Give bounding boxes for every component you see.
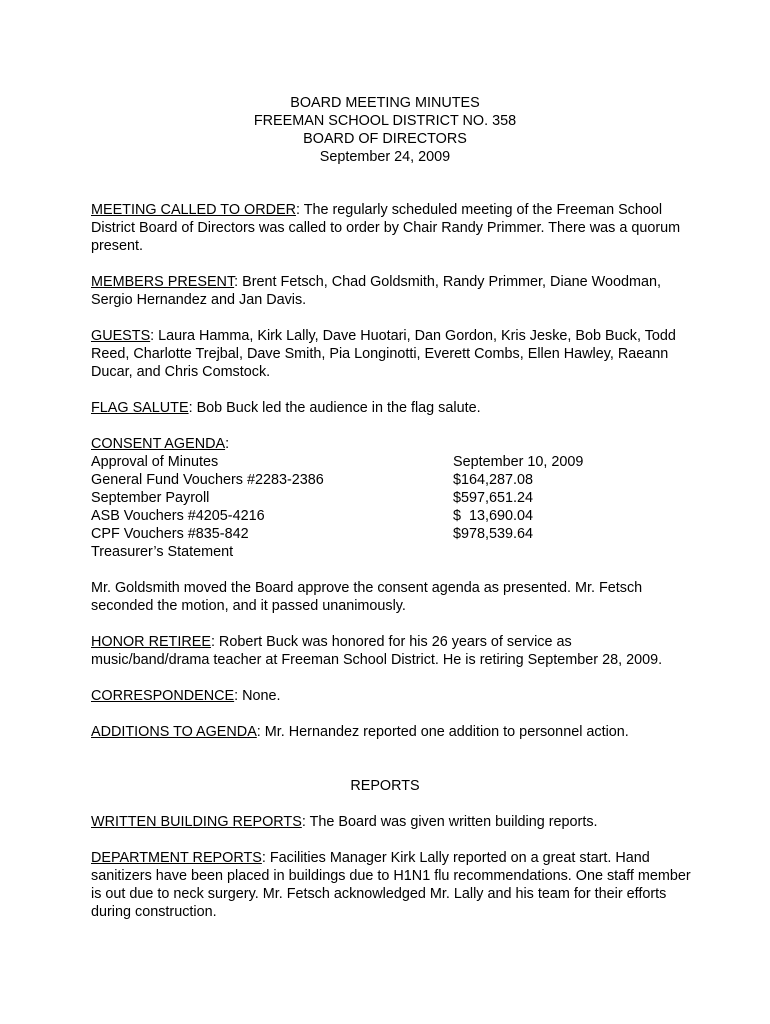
consent-item — [91, 507, 691, 525]
consent-item-value: $597,651.24 — [453, 490, 534, 506]
section-label: ADDITIONS TO AGENDA — [91, 724, 257, 740]
consent-item — [91, 471, 691, 489]
section-text: : Bob Buck led the audience in the flag salute. — [188, 400, 481, 416]
section-label: WRITTEN BUILDING REPORTS — [91, 814, 302, 830]
section-additions — [91, 723, 691, 741]
consent-item-name: CPF Vouchers #835-842 — [91, 526, 249, 542]
section-text: : Facilities Manager Kirk Lally reported on a great start. Hand sanitizers have been placed in buildings due to H1N1 flu recommendations. One staff member is out due to neck surgery. Mr. Fetsch acknowledged Mr. Lally and his team for their efforts during construction. — [91, 850, 691, 920]
section-text: : Brent Fetsch, Chad Goldsmith, Randy Primmer, Diane Woodman, Sergio Hernandez and Jan Davis. — [91, 274, 661, 308]
consent-item — [91, 525, 691, 543]
section-text: : Laura Hamma, Kirk Lally, Dave Huotari, Dan Gordon, Kris Jeske, Bob Buck, Todd Reed, Charlotte Trejbal, Dave Smith, Pia Longinotti, Everett Combs, Ellen Hawley, Raeann Ducar, and Chris Comstock. — [91, 328, 676, 380]
section-written-reports — [91, 813, 691, 831]
consent-item — [91, 453, 691, 471]
section-text: : Robert Buck was honored for his 26 years of service as music/band/drama teacher at Freeman School District. He is retiring September 28, 2009. — [91, 634, 663, 668]
section-text: : None. — [234, 688, 281, 704]
document-header — [0, 94, 770, 166]
consent-item-name: General Fund Vouchers #2283-2386 — [91, 472, 324, 488]
section-text: : The Board was given written building reports. — [301, 814, 598, 830]
section-department-reports — [91, 849, 691, 921]
header-title: BOARD MEETING MINUTES — [290, 95, 480, 111]
section-members-present — [91, 273, 691, 309]
section-call-to-order — [91, 201, 691, 255]
consent-item — [91, 543, 691, 561]
header-date: September 24, 2009 — [319, 149, 451, 165]
section-text: : Mr. Hernandez reported one addition to personnel action. — [256, 724, 629, 740]
consent-item-value: September 10, 2009 — [453, 454, 584, 470]
section-suffix: : — [225, 436, 230, 452]
reports-heading: REPORTS — [350, 778, 420, 794]
consent-item-value: $ 13,690.04 — [453, 508, 534, 524]
section-flag-salute — [91, 399, 691, 417]
section-label: MEETING CALLED TO ORDER — [91, 202, 296, 218]
section-guests — [91, 327, 691, 381]
consent-item-name: September Payroll — [91, 490, 210, 506]
minutes-body — [91, 201, 691, 939]
section-label: GUESTS — [91, 328, 151, 344]
consent-item — [91, 489, 691, 507]
consent-item-value: $978,539.64 — [453, 526, 534, 542]
consent-item-name: ASB Vouchers #4205-4216 — [91, 508, 265, 524]
section-text: : The regularly scheduled meeting of the Freeman School District Board of Directors was called to order by Chair Randy Primmer. There was a quorum present. — [91, 202, 681, 254]
section-label: MEMBERS PRESENT — [91, 274, 235, 290]
section-honor-retiree — [91, 633, 691, 669]
section-label: DEPARTMENT REPORTS — [91, 850, 262, 866]
header-board: BOARD OF DIRECTORS — [303, 131, 467, 147]
consent-item-name: Approval of Minutes — [91, 454, 219, 470]
section-label: HONOR RETIREE — [91, 634, 211, 650]
section-label: CORRESPONDENCE — [91, 688, 235, 704]
consent-heading — [91, 435, 691, 453]
consent-motion: Mr. Goldsmith moved the Board approve the consent agenda as presented. Mr. Fetsch seconded the motion, and it passed unanimously. — [91, 580, 643, 614]
consent-item-value: $164,287.08 — [453, 472, 534, 488]
header-district: FREEMAN SCHOOL DISTRICT NO. 358 — [253, 113, 517, 129]
section-label: FLAG SALUTE — [91, 400, 189, 416]
consent-item-name: Treasurer’s Statement — [91, 544, 234, 560]
section-label: CONSENT AGENDA — [91, 436, 226, 452]
section-consent-agenda — [91, 435, 691, 561]
section-correspondence — [91, 687, 691, 705]
